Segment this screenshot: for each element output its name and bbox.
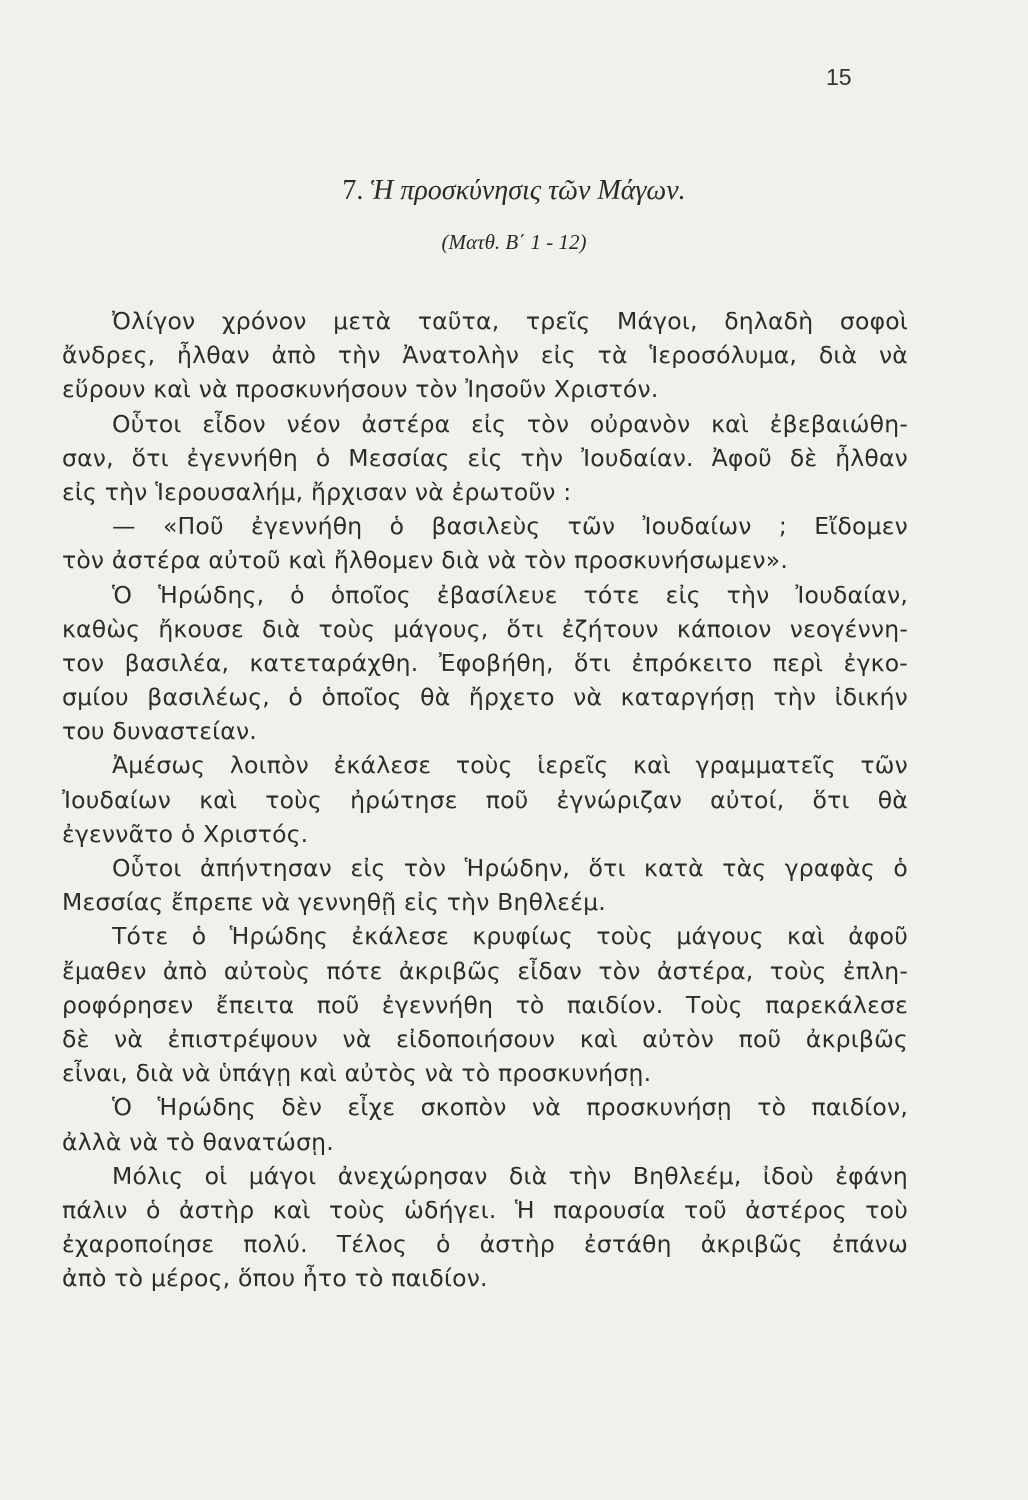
text-line: ἐχαροποίησε πολύ. Τέλος ὁ ἀστὴρ ἐστάθη ἀκριβῶς ἐπάνω [62,1230,908,1259]
paragraph [62,919,908,1090]
text-line: Οὗτοι ἀπήντησαν εἰς τὸν Ἡρώδην, ὅτι κατὰ τὰς γραφὰς ὁ [112,854,908,882]
text-line: δὲ νὰ ἐπιστρέψουν νὰ εἰδοποιήσουν καὶ αὐτὸν ποῦ ἀκριβῶς [62,1024,908,1053]
text-line: καθὼς ἤκουσε διὰ τοὺς μάγους, ὅτι ἐζήτουν κάποιον νεογέννη- [62,614,908,643]
text-line: Ὀλίγον χρόνον μετὰ ταῦτα, τρεῖς Μάγοι, δηλαδὴ σοφοὶ [112,307,908,335]
text-line: Μεσσίας ἔπρεπε νὰ γεννηθῇ εἰς τὴν Βηθλεέμ. [62,888,606,917]
text-line: Ὁ Ἡρώδης δὲν εἶχε σκοπὸν νὰ προσκυνήσῃ τὸ παιδίον, [112,1093,908,1122]
paragraph [62,1159,908,1296]
text-line: του δυναστείαν. [62,717,257,746]
text-line: ροφόρησεν ἔπειτα ποῦ ἐγεννήθη τὸ παιδίον. Τοὺς παρεκάλεσε [62,990,908,1019]
text-line: ἀπὸ τὸ μέρος, ὅπου ἦτο τὸ παιδίον. [62,1264,488,1293]
paragraph [62,578,908,749]
text-line: Ὁ Ἡρώδης, ὁ ὁποῖος ἐβασίλευε τότε εἰς τὴν Ἰουδαίαν, [112,580,908,609]
text-line: Ἀμέσως λοιπὸν ἐκάλεσε τοὺς ἱερεῖς καὶ γραμματεῖς τῶν [112,751,908,780]
text-line: τὸν ἀστέρα αὐτοῦ καὶ ἤλθομεν διὰ νὰ τὸν προσκυνήσωμεν». [62,546,788,575]
text-line: σαν, ὅτι ἐγεννήθη ὁ Μεσσίας εἰς τὴν Ἰουδαίαν. Ἀφοῦ δὲ ἦλθαν [62,443,908,472]
paragraph [62,748,908,851]
text-line: εἶναι, διὰ νὰ ὑπάγῃ καὶ αὐτὸς νὰ τὸ προσκυνήσῃ. [62,1059,652,1088]
chapter-title-text: Ἡ προσκύνησις τῶν Μάγων. [370,175,686,206]
paragraph [62,1090,908,1158]
chapter-number: 7. [342,175,364,206]
text-line: εὕρουν καὶ νὰ προσκυνήσουν τὸν Ἰησοῦν Χριστόν. [62,375,659,404]
text-line: Οὗτοι εἶδον νέον ἀστέρα εἰς τὸν οὐρανὸν καὶ ἐβεβαιώθη- [112,409,908,438]
text-line: — «Ποῦ ἐγεννήθη ὁ βασιλεὺς τῶν Ἰουδαίων ; Εἴδομεν [112,512,908,541]
text-line: εἰς τὴν Ἱερουσαλήμ, ἤρχισαν νὰ ἐρωτοῦν : [62,477,572,506]
chapter-title [0,175,1028,207]
body-text [62,304,908,1295]
paragraph [62,304,908,407]
text-line: ἄνδρες, ἦλθαν ἀπὸ τὴν Ἀνατολὴν εἰς τὰ Ἱεροσόλυμα, διὰ νὰ [62,341,908,370]
text-line: πάλιν ὁ ἀστὴρ καὶ τοὺς ὡδήγει. Ἡ παρουσία τοῦ ἀστέρος τοὺ [62,1195,908,1224]
text-line: Ἰουδαίων καὶ τοὺς ἠρώτησε ποῦ ἐγνώριζαν αὐτοί, ὅτι θὰ [62,785,908,814]
page-number: 15 [826,64,852,90]
text-line: ἔμαθεν ἀπὸ αὐτοὺς πότε ἀκριβῶς εἶδαν τὸν ἀστέρα, τοὺς ἐπλη- [62,956,908,985]
paragraph [62,407,908,510]
text-line: Τότε ὁ Ἡρώδης ἐκάλεσε κρυφίως τοὺς μάγους καὶ ἀφοῦ [112,922,908,951]
text-line: σμίου βασιλέως, ὁ ὁποῖος θὰ ἤρχετο νὰ καταργήσῃ τὴν ἰδικήν [62,683,908,712]
paragraph [62,509,908,577]
scripture-reference: (Ματθ. Β΄ 1 - 12) [441,230,587,254]
text-line: ἐγεννᾶτο ὁ Χριστός. [62,819,309,848]
text-line: τον βασιλέα, κατεταράχθη. Ἐφοβήθη, ὅτι ἐπρόκειτο περὶ ἐγκο- [62,648,908,677]
text-line: ἀλλὰ νὰ τὸ θανατώσῃ. [62,1127,334,1156]
text-line: Μόλις οἱ μάγοι ἀνεχώρησαν διὰ τὴν Βηθλεέμ, ἰδοὺ ἐφάνη [112,1161,908,1190]
paragraph [62,851,908,919]
